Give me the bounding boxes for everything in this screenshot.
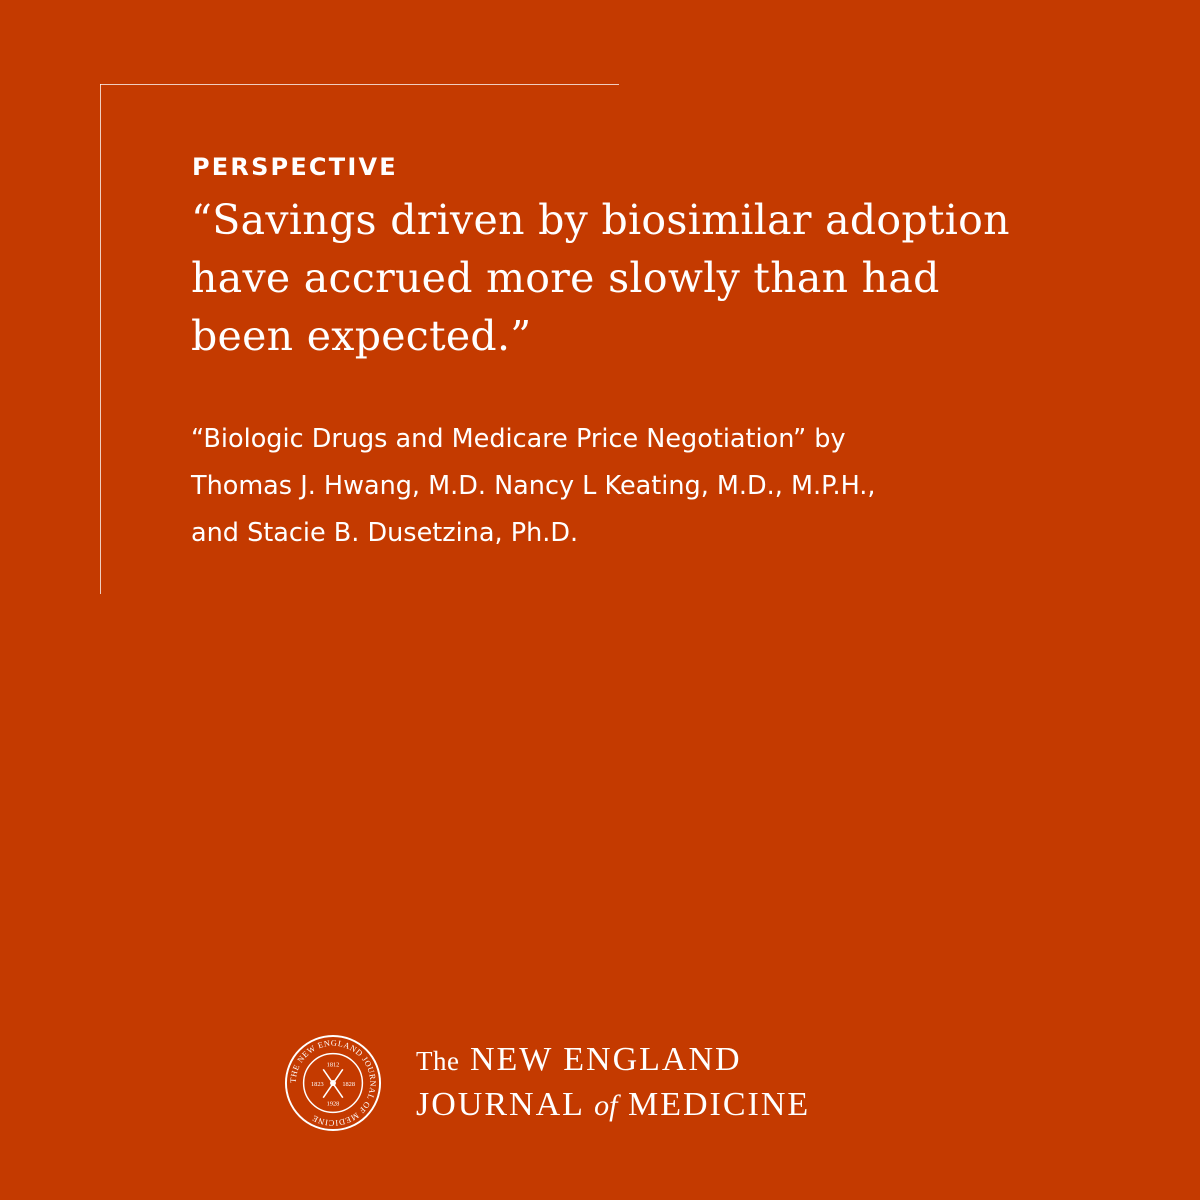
seal-year: 1828 <box>342 1080 356 1088</box>
article-citation <box>191 416 1091 557</box>
seal-year: 1823 <box>310 1080 324 1088</box>
quote-line: been expected.” <box>191 312 532 360</box>
frame-top-rule <box>100 84 619 85</box>
journal-wordmark <box>416 1038 810 1128</box>
wordmark-line-2 <box>416 1083 810 1128</box>
seal-year: 1928 <box>326 1100 340 1108</box>
quote-line: have accrued more slowly than had <box>191 254 940 302</box>
wordmark-line-1 <box>416 1038 810 1083</box>
wordmark-the: The <box>416 1046 460 1076</box>
seal-ring-text: THE NEW ENGLAND JOURNAL OF MEDICINE <box>288 1038 378 1128</box>
journal-seal-logo <box>284 1034 382 1132</box>
pull-quote <box>191 191 1091 365</box>
citation-line: Thomas J. Hwang, M.D. Nancy L Keating, M.D., M.P.H., <box>191 471 876 501</box>
wordmark-new-england: NEW ENGLAND <box>469 1041 742 1078</box>
wordmark-of: of <box>594 1089 618 1122</box>
citation-line: and Stacie B. Dusetzina, Ph.D. <box>191 518 579 548</box>
wordmark-medicine: MEDICINE <box>627 1086 811 1123</box>
seal-year: 1812 <box>326 1061 340 1069</box>
citation-line: “Biologic Drugs and Medicare Price Negotiation” by <box>191 424 846 454</box>
wordmark-journal: JOURNAL <box>416 1086 584 1123</box>
category-label: PERSPECTIVE <box>192 153 398 181</box>
quote-line: “Savings driven by biosimilar adoption <box>191 196 1010 244</box>
frame-left-rule <box>100 84 101 594</box>
